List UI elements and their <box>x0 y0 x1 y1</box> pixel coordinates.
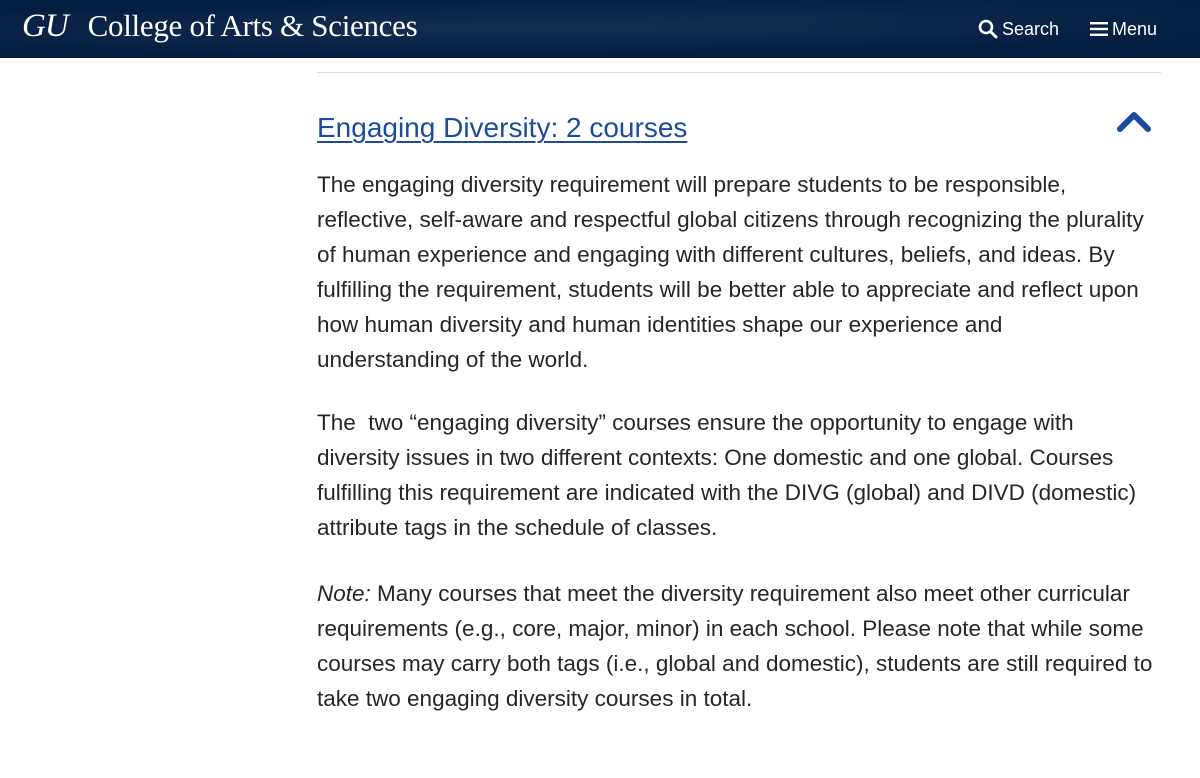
text-line: The two “engaging diversity” courses ensure the opportunity to engage with <box>317 410 1074 435</box>
note-paragraph <box>317 576 1177 716</box>
courses-paragraph <box>317 405 1177 545</box>
text-line: attribute tags in the schedule of classes. <box>317 515 718 540</box>
site-title[interactable]: College of Arts & Sciences <box>87 8 418 43</box>
note-first-line: Many courses that meet the diversity requirement also meet other curricular <box>370 581 1130 606</box>
text-line: fulfilling the requirement, students will be better able to appreciate and reflect upon <box>317 277 1139 302</box>
text-line: The engaging diversity requirement will prepare students to be responsible, <box>317 172 1067 197</box>
search-button[interactable] <box>978 0 1059 58</box>
search-label: Search <box>1002 18 1060 39</box>
text-line: reflective, self-aware and respectful global citizens through recognizing the plurality <box>317 207 1144 232</box>
menu-button[interactable] <box>1090 0 1157 58</box>
gu-logo[interactable]: GU <box>22 8 68 44</box>
description-paragraph <box>317 167 1177 377</box>
note-label: Note: <box>317 581 371 606</box>
menu-label: Menu <box>1112 18 1158 39</box>
text-line <box>317 576 1177 611</box>
text-line: diversity issues in two different contexts: One domestic and one global. Courses <box>317 445 1114 470</box>
search-icon <box>978 19 998 39</box>
site-header <box>0 0 1200 58</box>
text-line: of human experience and engaging with different cultures, beliefs, and ideas. By <box>317 242 1115 267</box>
chevron-up-icon <box>1115 108 1153 134</box>
text-line: requirements (e.g., core, major, minor) in each school. Please note that while some <box>317 616 1144 641</box>
text-line: fulfilling this requirement are indicated with the DIVG (global) and DIVD (domestic) <box>317 480 1137 505</box>
accordion-title-link[interactable]: Engaging Diversity: 2 courses <box>317 112 688 143</box>
text-line: courses may carry both tags (i.e., global and domestic), students are still required to <box>317 651 1153 676</box>
collapse-toggle[interactable] <box>1115 108 1153 139</box>
text-line: take two engaging diversity courses in total. <box>317 686 753 711</box>
text-line: how human diversity and human identities shape our experience and <box>317 312 1003 337</box>
text-line: understanding of the world. <box>317 347 589 372</box>
section-divider <box>317 72 1161 73</box>
hamburger-icon <box>1090 21 1108 37</box>
brand[interactable] <box>22 8 417 45</box>
